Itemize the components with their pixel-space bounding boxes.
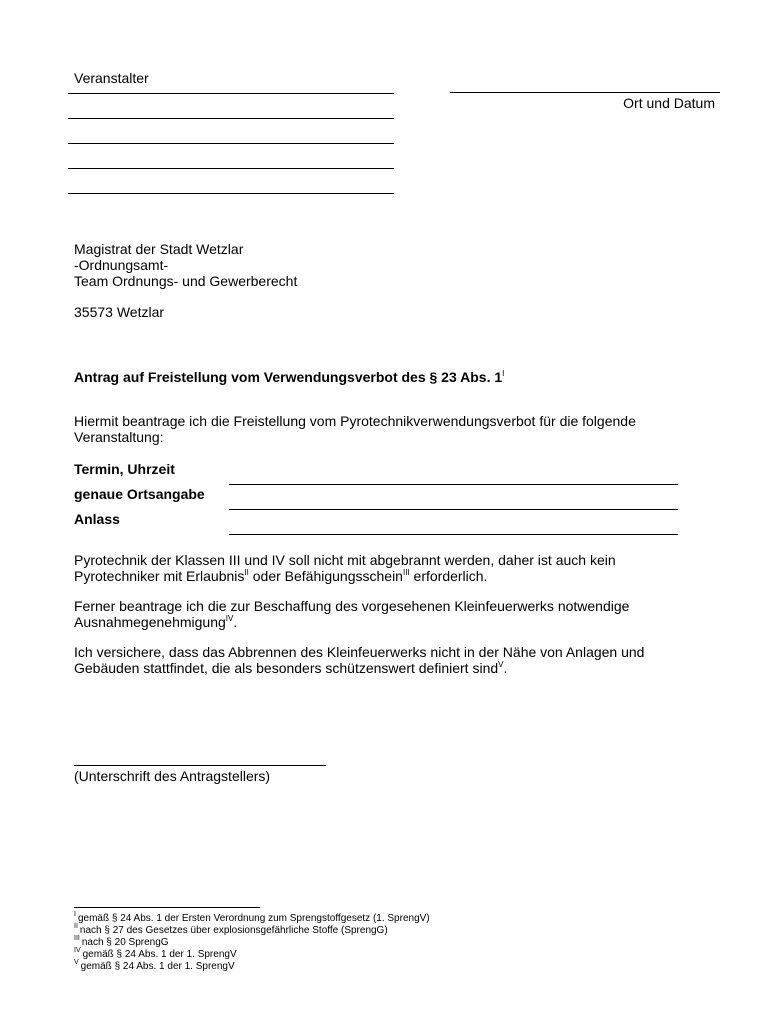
organizer-line-5[interactable] bbox=[68, 193, 394, 194]
signature-label: (Unterschrift des Antragstellers) bbox=[74, 768, 271, 784]
footnote-1 bbox=[74, 913, 430, 925]
para1-line-1: Pyrotechnik der Klassen III und IV soll nicht mit abgebrannt werden, daher ist auch kein bbox=[74, 552, 616, 568]
footnote-5 bbox=[74, 961, 235, 973]
field-label-location: genaue Ortsangabe bbox=[74, 486, 205, 502]
organizer-line-2[interactable] bbox=[68, 118, 394, 119]
footnote-3-text: nach § 20 SprengG bbox=[81, 937, 169, 948]
organizer-line-4[interactable] bbox=[68, 168, 394, 169]
field-line-location[interactable] bbox=[229, 509, 678, 510]
para2-text: Ausnahmegenehmigung bbox=[74, 614, 226, 630]
footnote-ref-4: IV bbox=[225, 614, 234, 623]
intro-line-1: Hiermit beantrage ich die Freistellung vom Pyrotechnikverwendungsverbot für die folgende bbox=[74, 413, 636, 429]
footnote-separator bbox=[74, 907, 260, 908]
footnote-5-mark: V bbox=[74, 959, 79, 966]
para2-line-2 bbox=[74, 614, 237, 630]
place-date-line[interactable] bbox=[450, 92, 720, 93]
footnote-ref-3: III bbox=[402, 568, 410, 577]
para3-line-1: Ich versichere, dass das Abbrennen des Kleinfeuerwerks nicht in der Nähe von Anlagen und bbox=[74, 644, 645, 660]
organizer-label: Veranstalter bbox=[74, 70, 149, 86]
place-date-label: Ort und Datum bbox=[623, 95, 715, 111]
para2-line-1: Ferner beantrage ich die zur Beschaffung des vorgesehenen Kleinfeuerwerks notwendige bbox=[74, 598, 630, 614]
footnote-4 bbox=[74, 949, 237, 961]
para1-text-b: oder Befähigungsschein bbox=[248, 568, 403, 584]
footnote-4-text: gemäß § 24 Abs. 1 der 1. SprengV bbox=[82, 949, 237, 960]
field-line-occasion[interactable] bbox=[229, 534, 678, 535]
field-label-occasion: Anlass bbox=[74, 511, 120, 527]
recipient-postal: 35573 Wetzlar bbox=[74, 304, 165, 320]
field-line-date-time[interactable] bbox=[229, 484, 678, 485]
para2-end: . bbox=[233, 614, 238, 630]
para3-text: Gebäuden stattfindet, die als besonders schützenswert definiert sind bbox=[74, 660, 499, 676]
footnote-ref-5: V bbox=[498, 660, 504, 669]
subject-text: Antrag auf Freistellung vom Verwendungsverbot des § 23 Abs. 1 bbox=[74, 369, 503, 385]
para3-end: . bbox=[503, 660, 508, 676]
footnote-3 bbox=[74, 937, 169, 949]
footnote-3-mark: III bbox=[74, 935, 80, 942]
recipient-line-2: -Ordnungsamt- bbox=[74, 257, 169, 273]
subject-heading bbox=[74, 369, 504, 385]
para1-line-2 bbox=[74, 568, 487, 584]
recipient-line-1: Magistrat der Stadt Wetzlar bbox=[74, 241, 244, 257]
footnote-1-text: gemäß § 24 Abs. 1 der Ersten Verordnung zum Sprengstoffgesetz (1. SprengV) bbox=[77, 913, 430, 924]
footnote-2-mark: II bbox=[74, 923, 78, 930]
signature-line[interactable] bbox=[74, 765, 326, 766]
intro-line-2: Veranstaltung: bbox=[74, 429, 164, 445]
para1-text-c: erforderlich. bbox=[409, 568, 488, 584]
footnote-4-mark: IV bbox=[74, 947, 81, 954]
para3-line-2 bbox=[74, 660, 507, 676]
organizer-line-3[interactable] bbox=[68, 143, 394, 144]
recipient-line-3: Team Ordnungs- und Gewerberecht bbox=[74, 273, 298, 289]
footnote-ref-2: II bbox=[244, 568, 249, 577]
para1-text-a: Pyrotechniker mit Erlaubnis bbox=[74, 568, 245, 584]
footnote-2 bbox=[74, 925, 388, 937]
field-label-date-time: Termin, Uhrzeit bbox=[74, 461, 175, 477]
footnote-1-mark: I bbox=[74, 911, 76, 918]
footnote-ref-1: I bbox=[502, 369, 505, 378]
footnote-2-text: nach § 27 des Gesetzes über explosionsgefährliche Stoffe (SprengG) bbox=[79, 925, 388, 936]
organizer-line-1[interactable] bbox=[68, 93, 394, 94]
footnote-5-text: gemäß § 24 Abs. 1 der 1. SprengV bbox=[80, 961, 235, 972]
